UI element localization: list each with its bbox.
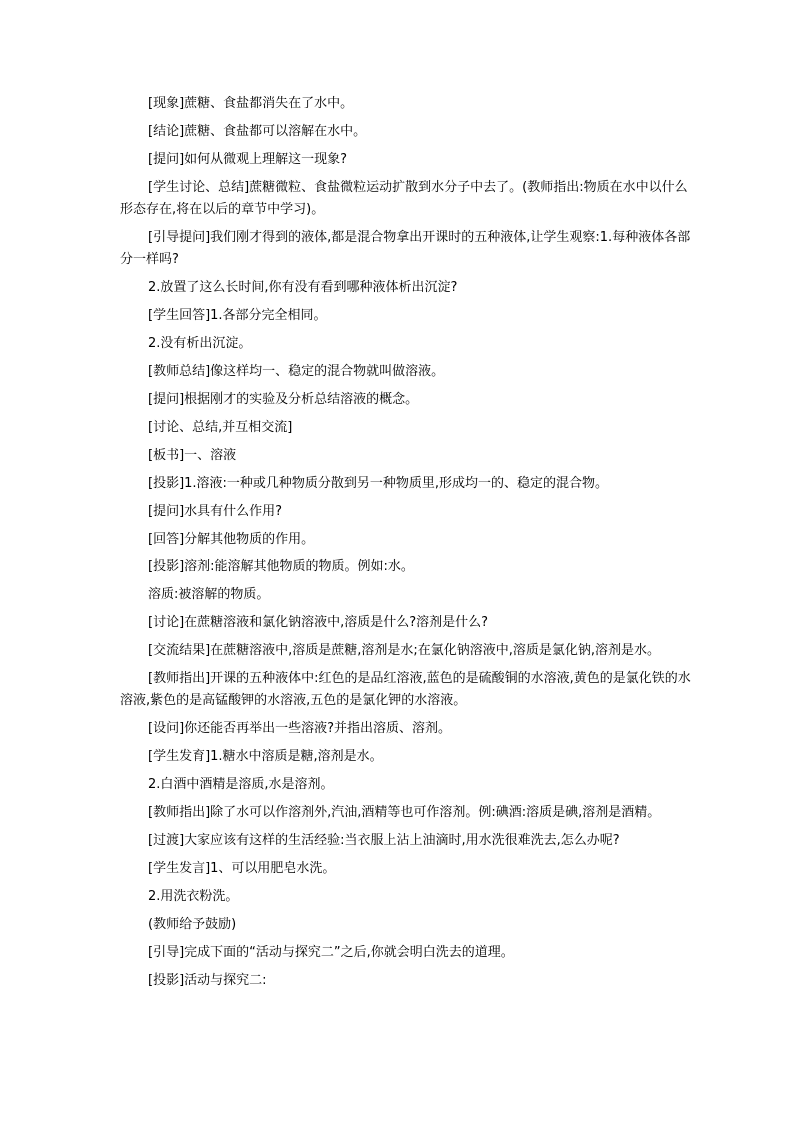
paragraph: [学生发言]1、可以用肥皂水洗。 bbox=[148, 860, 336, 876]
paragraph: [引导提问]我们刚才得到的液体,都是混合物拿出开课时的五种液体,让学生观察:1.每种液体各部分一样吗? bbox=[120, 230, 691, 268]
document-page bbox=[120, 93, 696, 997]
paragraph: [讨论]在蔗糖溶液和氯化钠溶液中,溶质是什么?溶剂是什么? bbox=[148, 615, 489, 631]
paragraph: 溶质:被溶解的物质。 bbox=[148, 587, 270, 603]
paragraph: [教师指出]开课的五种液体中:红色的是品红溶液,蓝色的是硫酸铜的水溶液,黄色的是氯化铁的水溶液,紫色的是高锰酸钾的水溶液,五色的是氯化钾的水溶液。 bbox=[120, 671, 691, 709]
paragraph: [引导]完成下面的“活动与探究二”之后,你就会明白洗去的道理。 bbox=[148, 944, 514, 960]
paragraph: [板书]一、溶液 bbox=[148, 447, 237, 463]
paragraph: [讨论、总结,并互相交流] bbox=[148, 419, 293, 435]
paragraph: [回答]分解其他物质的作用。 bbox=[148, 531, 315, 547]
paragraph: [投影]1.溶液:一种或几种物质分散到另一种物质里,形成均一的、稳定的混合物。 bbox=[148, 475, 609, 491]
paragraph: (教师给予鼓励) bbox=[148, 916, 237, 932]
paragraph: [提问]根据刚才的实验及分析总结溶液的概念。 bbox=[148, 391, 419, 407]
paragraph: [提问]水具有什么作用? bbox=[148, 503, 283, 519]
paragraph: [投影]活动与探究二: bbox=[148, 972, 267, 988]
paragraph: [教师指出]除了水可以作溶剂外,汽油,酒精等也可作溶剂。例:碘酒:溶质是碘,溶剂是酒精。 bbox=[148, 805, 661, 821]
paragraph: [交流结果]在蔗糖溶液中,溶质是蔗糖,溶剂是水;在氯化钠溶液中,溶质是氯化钠,溶剂是水。 bbox=[148, 643, 661, 659]
paragraph: [现象]蔗糖、食盐都消失在了水中。 bbox=[148, 96, 354, 111]
paragraph: [教师总结]像这样均一、稳定的混合物就叫做溶液。 bbox=[148, 364, 445, 380]
paragraph: 2.没有析出沉淀。 bbox=[148, 336, 252, 352]
paragraph: 2.放置了这么长时间,你有没有看到哪种液体析出沉淀? bbox=[148, 280, 458, 296]
paragraph: [投影]溶剂:能溶解其他物质的物质。例如:水。 bbox=[148, 559, 414, 575]
paragraph: [学生发育]1.糖水中溶质是糖,溶剂是水。 bbox=[148, 749, 383, 765]
paragraph: [学生讨论、总结]蔗糖微粒、食盐微粒运动扩散到水分子中去了。(教师指出:物质在水中以什么形态存在,将在以后的章节中学习)。 bbox=[120, 179, 688, 218]
paragraph: 2.白酒中酒精是溶质,水是溶剂。 bbox=[148, 777, 334, 793]
paragraph: 2.用洗衣粉洗。 bbox=[148, 888, 239, 904]
paragraph: [过渡]大家应该有这样的生活经验:当衣服上沾上油滴时,用水洗很难洗去,怎么办呢? bbox=[148, 832, 620, 848]
paragraph: [结论]蔗糖、食盐都可以溶解在水中。 bbox=[148, 123, 367, 139]
paragraph: [设问]你还能否再举出一些溶液?并指出溶质、溶剂。 bbox=[148, 721, 452, 737]
paragraph: [学生回答]1.各部分完全相同。 bbox=[148, 308, 327, 324]
paragraph: [提问]如何从微观上理解这一现象? bbox=[148, 151, 348, 167]
